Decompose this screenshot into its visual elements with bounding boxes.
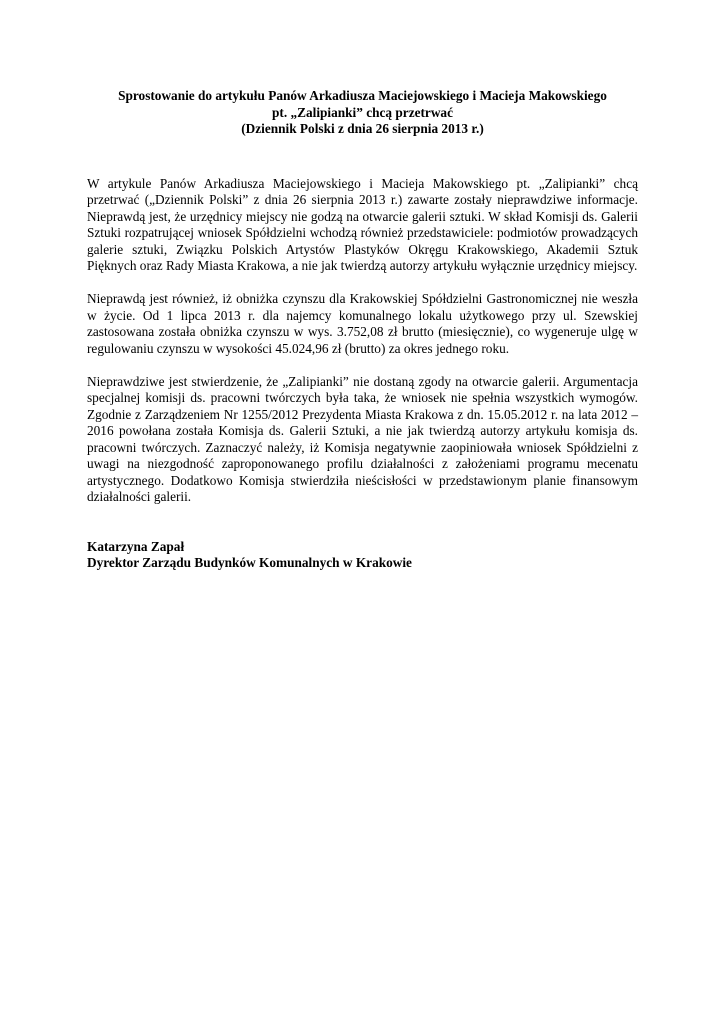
document-title [87, 88, 638, 138]
title-line: (Dziennik Polski z dnia 26 sierpnia 2013 r.) [241, 121, 484, 136]
signatory-name: Katarzyna Zapał [87, 538, 185, 554]
body-paragraph: Nieprawdą jest również, iż obniżka czynszu dla Krakowskiej Spółdzielni Gastronomicznej nie weszła w życie. Od 1 lipca 2013 r. dla najemcy komunalnego lokalu użytkowego przy ul. Szewskiej zastosowana została obniżka czynszu w wys. 3.752,08 zł brutto (miesięcznie), co wygeneruje ulgę w regulowaniu czynszu w wysokości 45.024,96 zł (brutto) za okres jednego roku. [87, 291, 638, 356]
signatory-position: Dyrektor Zarządu Budynków Komunalnych w Krakowie [87, 555, 412, 570]
body-paragraph: W artykule Panów Arkadiusza Maciejowskiego i Macieja Makowskiego pt. „Zalipianki” chcą przetrwać („Dziennik Polski” z dnia 26 sierpnia 2013 r.) zawarte zostały nieprawdziwe informacje. Nieprawdą jest, że urzędnicy miejscy nie godzą na otwarcie galerii sztuki. W skład Komisji ds. Galerii Sztuki rozpatrującej wniosek Spółdzielni wchodzą również przedstawiciele: podmiotów prowadzących galerie sztuki, Związku Polskich Artystów Plastyków Okręgu Krakowskiego, Akademii Sztuk Pięknych oraz Rady Miasta Krakowa, a nie jak twierdzą autorzy artykułu wyłącznie urzędnicy miejscy. [87, 175, 638, 273]
title-line: pt. „Zalipianki” chcą przetrwać [272, 104, 453, 120]
body-paragraph: Nieprawdziwe jest stwierdzenie, że „Zalipianki” nie dostaną zgody na otwarcie galerii. Argumentacja specjalnej komisji ds. pracowni twórczych była taka, że wniosek nie spełnia wszystkich wymogów. Zgodnie z Zarządzeniem Nr 1255/2012 Prezydenta Miasta Krakowa z dn. 15.05.2012 r. na lata 2012 – 2016 powołana została Komisja ds. Galerii Sztuki, a nie jak twierdzą autorzy artykułu komisja ds. pracowni twórczych. Zaznaczyć należy, iż Komisja negatywnie zaopiniowała wniosek Spółdzielni z uwagi na niezgodność zaproponowanego profilu działalności z założeniami programu mecenatu artystycznego. Dodatkowo Komisja stwierdziła nieścisłości w przedstawionym planie finansowym działalności galerii. [87, 373, 638, 504]
document-page [87, 88, 638, 572]
title-line: Sprostowanie do artykułu Panów Arkadiusza Maciejowskiego i Macieja Makowskiego [118, 88, 607, 103]
signature-block [87, 539, 638, 572]
